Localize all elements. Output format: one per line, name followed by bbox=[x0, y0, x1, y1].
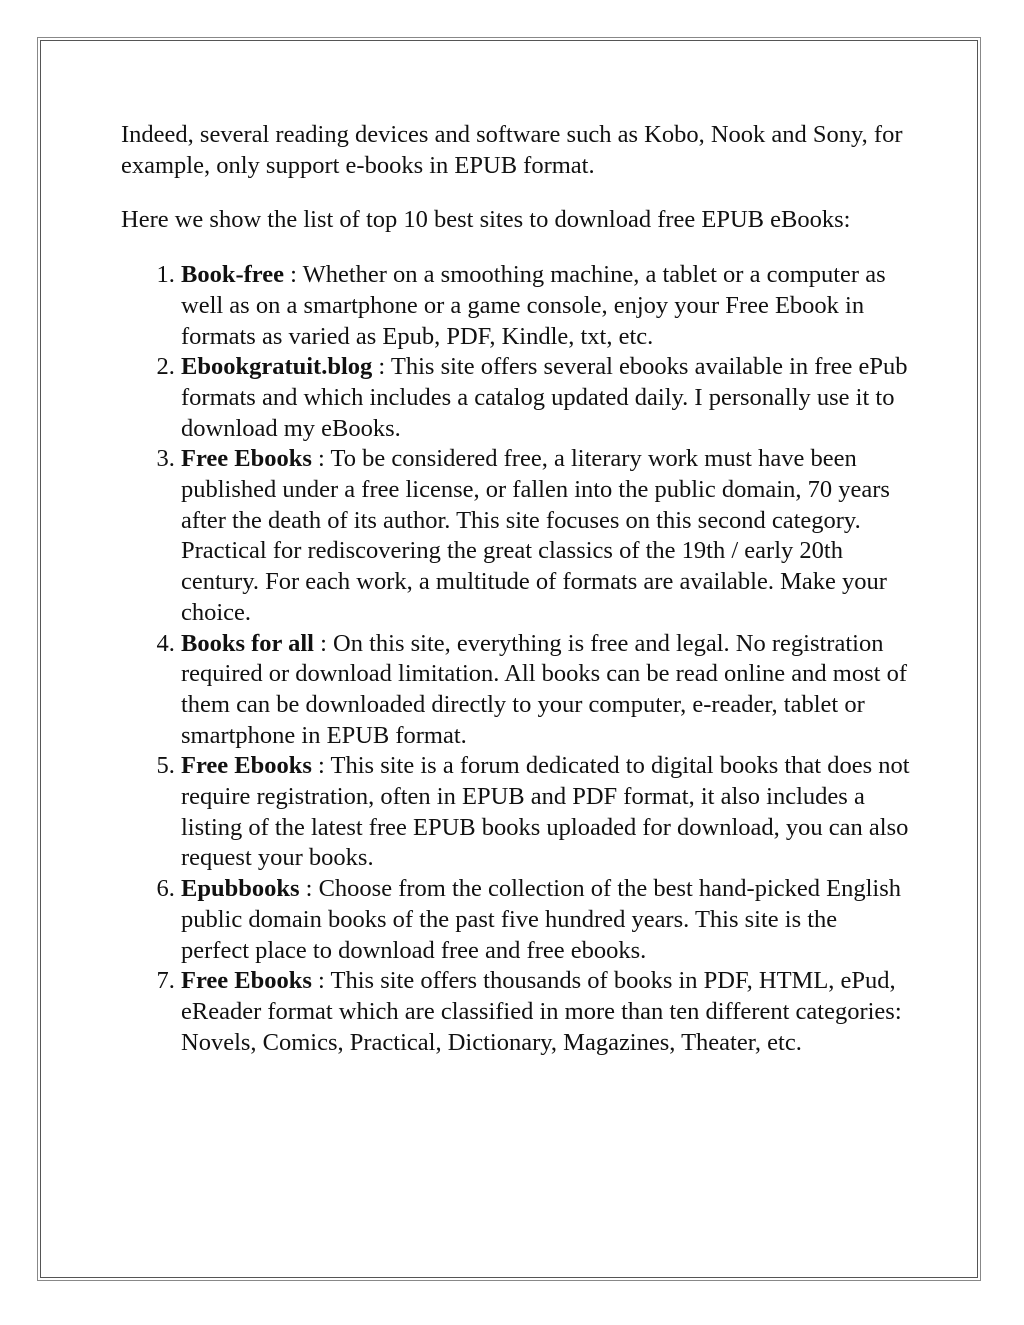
list-item bbox=[181, 874, 911, 966]
site-description: : On this site, everything is free and legal. No registration required or download limitation. All books can be read online and most of them can be downloaded directly to your computer, e-reader, tablet or smartphone in EPUB format. bbox=[181, 629, 907, 749]
site-description: : To be considered free, a literary work must have been published under a free license, or fallen into the public domain, 70 years after the death of its author. This site focuses on this second category. Practical for rediscovering the great classics of the 19th / early 20th century. For each work, a multitude of formats are available. Make your choice. bbox=[181, 445, 890, 626]
site-name: Ebookgratuit.blog bbox=[181, 353, 373, 381]
site-description: : This site is a forum dedicated to digital books that does not require registration, often in EPUB and PDF format, it also includes a listing of the latest free EPUB books uploaded for download, you can also request your books. bbox=[181, 752, 910, 872]
list-item bbox=[181, 966, 911, 1058]
site-name: Free Ebooks bbox=[181, 445, 312, 473]
site-description: : This site offers thousands of books in PDF, HTML, ePud, eReader format which are classified in more than ten different categories: Novels, Comics, Practical, Dictionary, Magazines, Theater, etc. bbox=[181, 967, 902, 1056]
site-description: : This site offers several ebooks available in free ePub formats and which includes a catalog updated daily. I personally use it to download my eBooks. bbox=[181, 353, 908, 442]
site-name: Free Ebooks bbox=[181, 967, 312, 995]
site-name: Free Ebooks bbox=[181, 752, 312, 780]
site-list bbox=[121, 260, 911, 1058]
site-name: Epubbooks bbox=[181, 875, 300, 903]
list-intro-paragraph: Here we show the list of top 10 best sites to download free EPUB eBooks: bbox=[121, 206, 851, 234]
list-item bbox=[181, 751, 911, 874]
list-item bbox=[181, 260, 911, 352]
list-item bbox=[181, 352, 911, 444]
site-description: : Choose from the collection of the best hand-picked English public domain books of the past five hundred years. This site is the perfect place to download free and free ebooks. bbox=[181, 875, 901, 964]
list-item bbox=[181, 444, 911, 628]
list-item bbox=[181, 629, 911, 752]
site-name: Book-free bbox=[181, 261, 284, 289]
site-name: Books for all bbox=[181, 629, 314, 657]
intro-paragraph: Indeed, several reading devices and software such as Kobo, Nook and Sony, for example, only support e-books in EPUB format. bbox=[121, 121, 903, 179]
document-body bbox=[121, 120, 911, 1058]
site-description: : Whether on a smoothing machine, a tablet or a computer as well as on a smartphone or a game console, enjoy your Free Ebook in formats as varied as Epub, PDF, Kindle, txt, etc. bbox=[181, 261, 886, 350]
